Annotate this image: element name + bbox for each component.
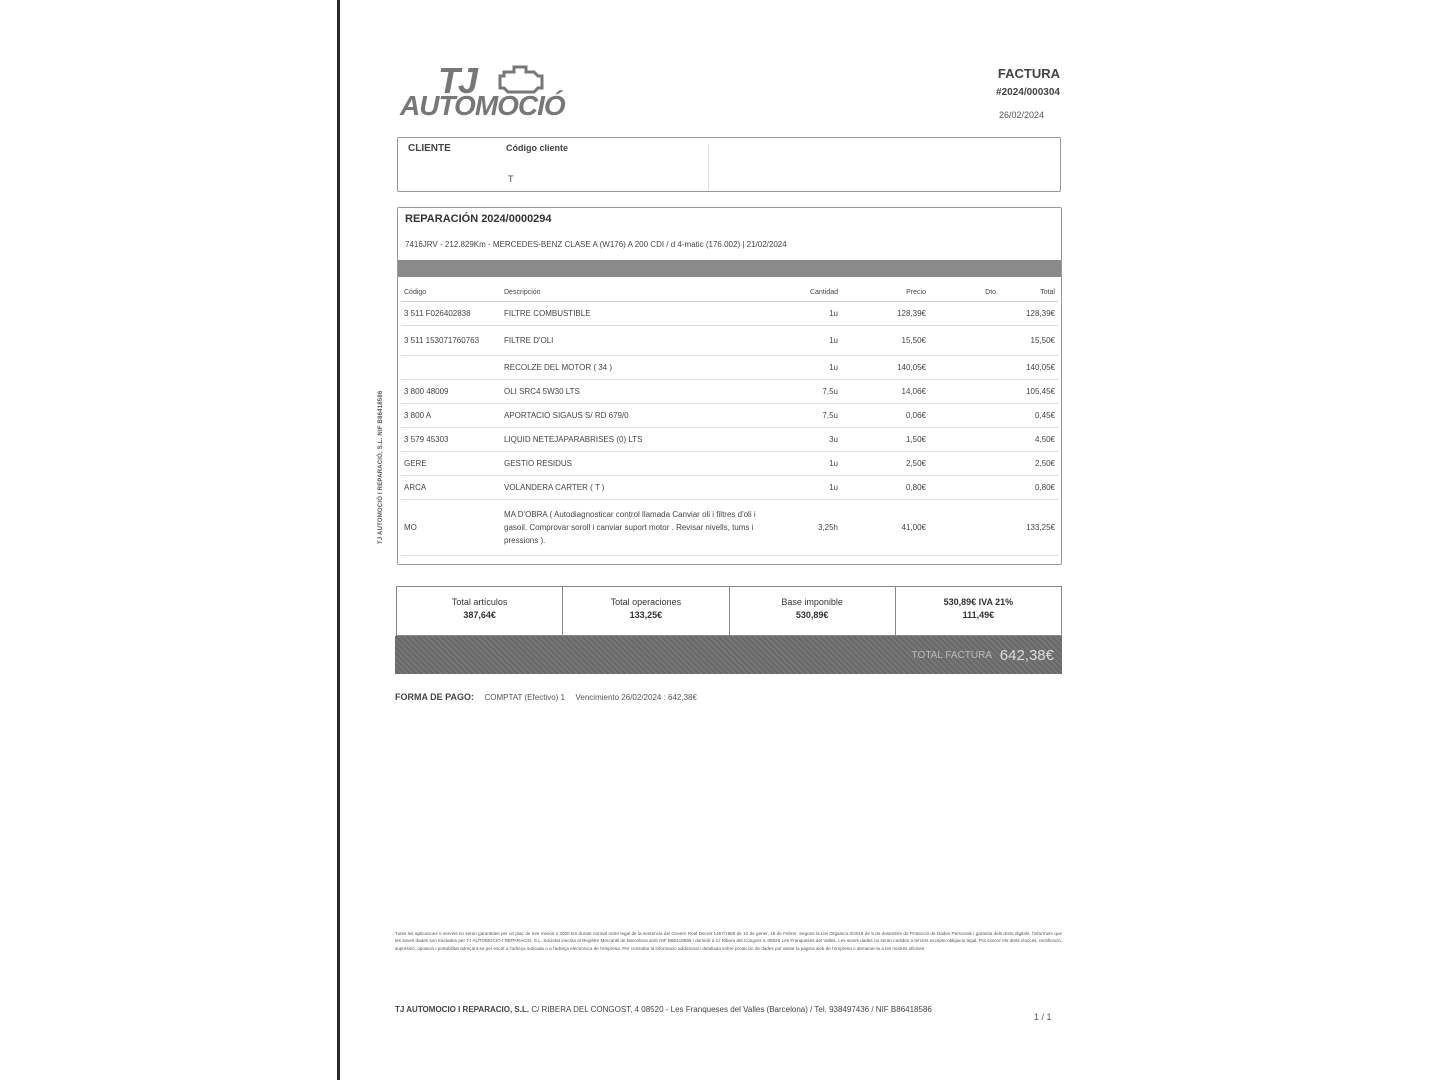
row-code: GERE xyxy=(401,452,501,476)
total-articles-value: 387,64€ xyxy=(463,610,496,620)
row-dto xyxy=(929,356,1001,380)
total-articles-label: Total artículos xyxy=(451,597,508,607)
row-qty: 3,25h xyxy=(775,500,841,556)
payment-method: COMPTAT (Efectivo) 1 xyxy=(484,693,565,702)
repair-header-bar xyxy=(398,260,1061,277)
table-row xyxy=(401,356,1058,380)
row-code: 3 511 F026402838 xyxy=(401,302,501,326)
row-qty: 1u xyxy=(775,452,841,476)
row-price: 41,00€ xyxy=(841,500,929,556)
row-code: 3 800 A xyxy=(401,404,501,428)
row-price: 128,39€ xyxy=(841,302,929,326)
client-code-label: Código cliente xyxy=(506,143,569,153)
row-dto xyxy=(929,326,1001,356)
logo-bottom-text: AUTOMOCIÓ xyxy=(400,90,565,121)
logo-top-text: TJ xyxy=(438,60,477,101)
company-logo xyxy=(400,60,580,122)
col-desc: Descripción xyxy=(501,283,775,302)
row-price: 2,50€ xyxy=(841,452,929,476)
items-table xyxy=(401,283,1058,556)
row-code xyxy=(401,356,501,380)
row-total: 0,80€ xyxy=(1001,476,1058,500)
row-total: 4,50€ xyxy=(1001,428,1058,452)
row-price: 15,50€ xyxy=(841,326,929,356)
table-row xyxy=(401,302,1058,326)
row-price: 140,05€ xyxy=(841,356,929,380)
row-desc: APORTACIO SIGAUS S/ RD 679/0 xyxy=(501,404,775,428)
total-operations-value: 133,25€ xyxy=(629,610,663,620)
iva-cell xyxy=(896,587,1061,635)
row-dto xyxy=(929,500,1001,556)
grand-total-value: 642,38€ xyxy=(999,647,1054,664)
row-qty: 7,5u xyxy=(775,380,841,404)
page-edge-line xyxy=(337,0,340,1080)
row-desc: FILTRE COMBUSTIBLE xyxy=(501,302,775,326)
row-total: 140,05€ xyxy=(1001,356,1058,380)
items-body xyxy=(401,302,1058,556)
row-total: 133,25€ xyxy=(1001,500,1058,556)
row-desc: OLI SRC4 5W30 LTS xyxy=(501,380,775,404)
row-code: 3 579 45303 xyxy=(401,428,501,452)
table-row xyxy=(401,428,1058,452)
table-row xyxy=(401,380,1058,404)
payment-line xyxy=(395,692,705,702)
row-total: 128,39€ xyxy=(1001,302,1058,326)
side-text-label: TJ AUTOMOCIÓ I REPARACIÓ, S.L. NIF B86418586 xyxy=(378,390,384,544)
row-qty: 7,5u xyxy=(775,404,841,428)
row-desc: RECOLZE DEL MOTOR ( 34 ) xyxy=(501,356,775,380)
repair-title: REPARACIÓN 2024/0000294 xyxy=(405,213,552,225)
table-row xyxy=(401,326,1058,356)
row-price: 1,50€ xyxy=(841,428,929,452)
items-header-row xyxy=(401,283,1058,302)
total-articles-cell xyxy=(397,587,563,635)
base-value: 530,89€ xyxy=(795,610,829,620)
client-code-value: T xyxy=(508,174,514,184)
client-divider xyxy=(708,144,709,190)
row-code: MO xyxy=(401,500,501,556)
row-qty: 1u xyxy=(775,356,841,380)
row-dto xyxy=(929,452,1001,476)
row-code: ARCA xyxy=(401,476,501,500)
row-dto xyxy=(929,302,1001,326)
col-dto: Dto. xyxy=(929,283,1001,302)
footer-company: TJ AUTOMOCIO I REPARACIO, S.L. xyxy=(395,1005,530,1014)
base-cell xyxy=(730,587,896,635)
row-total: 105,45€ xyxy=(1001,380,1058,404)
client-label: CLIENTE xyxy=(408,143,451,154)
row-price: 14,06€ xyxy=(841,380,929,404)
repair-box xyxy=(397,207,1062,565)
footer-address: C/ RIBERA DEL CONGOST, 4 08520 - Les Franqueses del Valles (Barcelona) / Tel. 938497436 / NIF B86418586 xyxy=(531,1005,932,1014)
iva-label: 530,89€ IVA 21% xyxy=(943,597,1014,607)
row-total: 2,50€ xyxy=(1001,452,1058,476)
legal-text: Tutes les aplicacions o serveis no seran garantides per un plac de tres mesos o 2000 km durant normal ordre legal de la sentencia del Govern Real Decret 1457/1986 de 10 de gener, 18 de Febrer. Segons la Llei Organica 3/2018 de 5 de desembre de Protecció de Dades Personals i garantia dels drets digitals, l'informem que les seves dades son tractades per TJ AUTOMOCIO I REPARACIO, S.L. Societat inscrita al Registre Mercantil de Barcelona amb NIF B86418586 i domicili a C/ Ribera del Congost 4, 08520 Les Franqueses del Valles. Les seves dades no seran cedides a tercers excepte obligacio legal. Pot exercir els drets d'accés, rectificació, supressió, oposició i portabilitat adreçant-se per escrit a l'adreça indicada o a l'adreça electronica de l'empresa. Per consultar la informacio addicional i detallada sobre proteccio de dades pot visitar la pagina web de l'empresa o demanar-la a les nostres oficines. xyxy=(395,931,1062,951)
vehicle-info: 7416JRV - 212.829Km - MERCEDES-BENZ CLASE A (W176) A 200 CDI / d 4-matic (176.002) | 21/02/2024 xyxy=(405,240,787,249)
invoice-date: 26/02/2024 xyxy=(998,110,1044,120)
col-code: Código xyxy=(401,283,501,302)
page-number: 1 / 1 xyxy=(1034,1012,1052,1022)
footer xyxy=(395,1003,995,1016)
row-price: 0,80€ xyxy=(841,476,929,500)
client-box xyxy=(397,137,1061,192)
col-price: Precio xyxy=(841,283,929,302)
col-qty: Cantidad xyxy=(775,283,841,302)
row-price: 0,06€ xyxy=(841,404,929,428)
invoice-header xyxy=(996,66,1060,120)
row-desc: FILTRE D'OLI xyxy=(501,326,775,356)
row-code: 3 800 48009 xyxy=(401,380,501,404)
row-desc: MA D'OBRA ( Autodiagnosticar control llamada Canviar oli i filtres d'oli i gasoil. Comprovar soroll i canviar suport motor . Revisar nivells, tums i pressions ). xyxy=(501,500,775,556)
row-desc: VOLANDERA CARTER ( T ) xyxy=(501,476,775,500)
payment-label: FORMA DE PAGO: xyxy=(395,692,474,702)
base-label: Base imponible xyxy=(781,597,843,607)
invoice-number: #2024/000304 xyxy=(996,87,1060,98)
grand-total-bar xyxy=(395,636,1062,674)
iva-value: 111,49€ xyxy=(962,610,995,620)
table-row xyxy=(401,404,1058,428)
row-code: 3 511 153071760763 xyxy=(401,326,501,356)
row-dto xyxy=(929,476,1001,500)
invoice-title: FACTURA xyxy=(997,66,1060,81)
row-qty: 3u xyxy=(775,428,841,452)
row-qty: 1u xyxy=(775,302,841,326)
payment-due: Vencimiento 26/02/2024 : 642,38€ xyxy=(575,693,697,702)
table-row xyxy=(401,452,1058,476)
row-desc: LIQUID NETEJAPARABRISES (0) LTS xyxy=(501,428,775,452)
total-operations-label: Total operaciones xyxy=(610,597,682,607)
row-dto xyxy=(929,380,1001,404)
row-total: 15,50€ xyxy=(1001,326,1058,356)
col-total: Total xyxy=(1001,283,1058,302)
total-operations-cell xyxy=(563,587,729,635)
row-qty: 1u xyxy=(775,326,841,356)
row-dto xyxy=(929,404,1001,428)
table-row xyxy=(401,476,1058,500)
totals-box xyxy=(396,586,1062,636)
table-row xyxy=(401,500,1058,556)
row-dto xyxy=(929,428,1001,452)
row-desc: GESTIO RESIDUS xyxy=(501,452,775,476)
grand-total-label: TOTAL FACTURA xyxy=(911,650,992,661)
row-qty: 1u xyxy=(775,476,841,500)
row-total: 0,45€ xyxy=(1001,404,1058,428)
